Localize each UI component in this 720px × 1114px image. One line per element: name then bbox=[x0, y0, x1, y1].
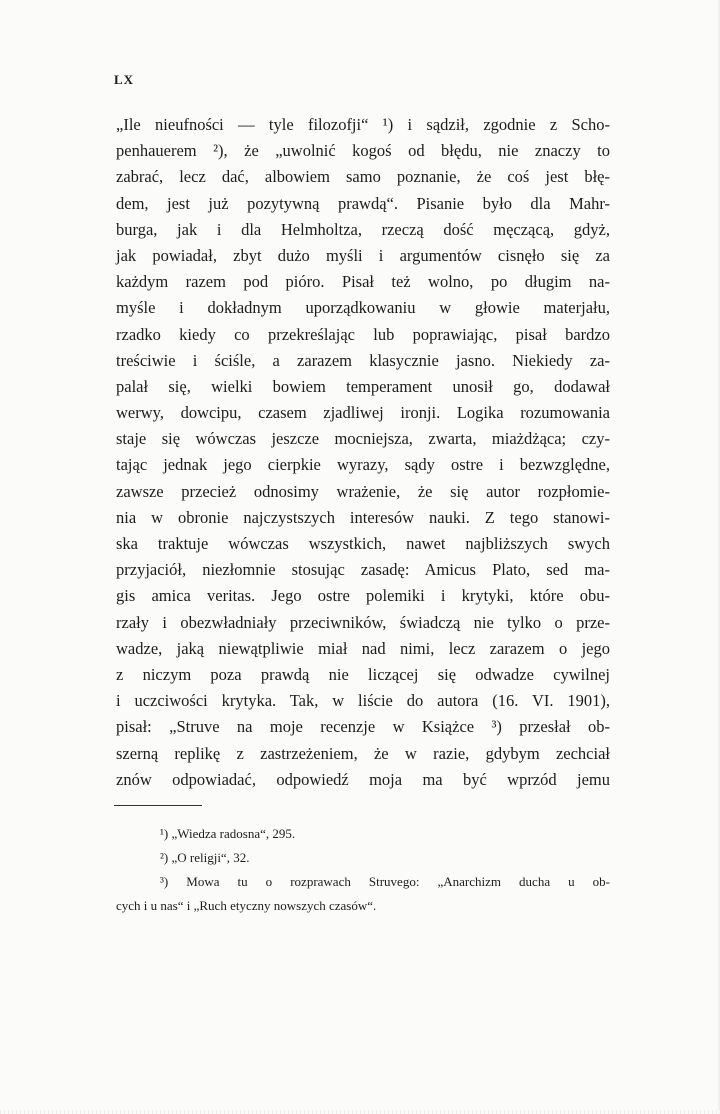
text-line: myśle i dokładnym uporządkowaniu w głowie materjału, bbox=[116, 298, 610, 318]
text-line: zabrać, lecz dać, albowiem samo poznanie, że coś jest błę- bbox=[116, 167, 610, 187]
scan-noise bbox=[0, 1110, 720, 1114]
text-line: „Ile nieufności — tyle filozofji“ ¹) i sądził, zgodnie z Scho- bbox=[116, 115, 610, 134]
text-line: nia w obronie najczystszych interesów nauki. Z tego stanowi- bbox=[116, 507, 610, 527]
text-line: zawsze przecież odnosimy wrażenie, że się autor rozpłomie- bbox=[116, 481, 610, 501]
text-line: palał się, wielki bowiem temperament unosił go, dodawał bbox=[116, 376, 610, 396]
text-line: burga, jak i dla Helmholtza, rzeczą dość męczącą, gdyż, bbox=[116, 219, 610, 239]
text-line: tając jednak jego cierpkie wyrazy, sądy ostre i bezwzględne, bbox=[116, 455, 610, 475]
text-line: rzadko kiedy co przekreślając lub poprawiając, pisał bardzo bbox=[116, 324, 610, 344]
page-number: LX bbox=[114, 72, 135, 87]
footnote-2: ²) „O religji“, 32. bbox=[160, 850, 250, 865]
text-line: każdym razem pod pióro. Pisał też wolno, po długim na- bbox=[116, 272, 610, 292]
text-line: dem, jest już pozytywną prawdą“. Pisanie było dla Mahr- bbox=[116, 193, 610, 213]
footnote-3-continuation: cych i u nas“ i „Ruch etyczny nowszych czasów“. bbox=[116, 898, 377, 913]
body-text bbox=[116, 112, 610, 793]
text-line: z niczym poza prawdą nie liczącej się odwadze cywilnej bbox=[116, 664, 610, 684]
text-line: szerną replikę z zastrzeżeniem, że w razie, gdybym zechciał bbox=[116, 743, 610, 763]
footnotes bbox=[116, 822, 610, 918]
text-line: jak powiadał, zbyt dużo myśli i argumentów cisnęło się za bbox=[116, 245, 610, 265]
text-line: znów odpowiadać, odpowiedź moja ma być wprzód jemu bbox=[116, 769, 610, 789]
text-line: staje się wówczas jeszcze mocniejsza, zwarta, miażdżąca; czy- bbox=[116, 429, 610, 449]
text-line: przyjaciół, niezłomnie stosując zasadę: Amicus Plato, sed ma- bbox=[116, 560, 610, 580]
text-line: ska traktuje wówczas wszystkich, nawet najbliższych swych bbox=[116, 534, 610, 553]
footnote-3: ³) Mowa tu o rozprawach Struvego: „Anarchizm ducha u ob- bbox=[160, 874, 610, 889]
footnote-separator bbox=[114, 805, 202, 806]
text-line: wadze, jaką niewątpliwie miał nad nimi, lecz zarazem o jego bbox=[116, 638, 610, 658]
text-line: pisał: „Struve na moje recenzje w Książce ³) przesłał ob- bbox=[116, 717, 610, 737]
text-line: gis amica veritas. Jego ostre polemiki i krytyki, które obu- bbox=[116, 586, 610, 606]
text-line: penhauerem ²), że „uwolnić kogoś od błędu, nie znaczy to bbox=[116, 141, 610, 161]
text-line: rzały i obezwładniały przeciwników, świadczą nie tylko o prze- bbox=[116, 612, 610, 632]
footnote-1: ¹) „Wiedza radosna“, 295. bbox=[160, 826, 296, 841]
text-line: werwy, dowcipu, czasem zjadliwej ironji. Logika rozumowania bbox=[116, 403, 610, 423]
text-line: i uczciwości krytyka. Tak, w liście do autora (16. VI. 1901), bbox=[116, 691, 610, 711]
text-line: treściwie i ściśle, a zarazem klasycznie jasno. Niekiedy za- bbox=[116, 350, 610, 370]
